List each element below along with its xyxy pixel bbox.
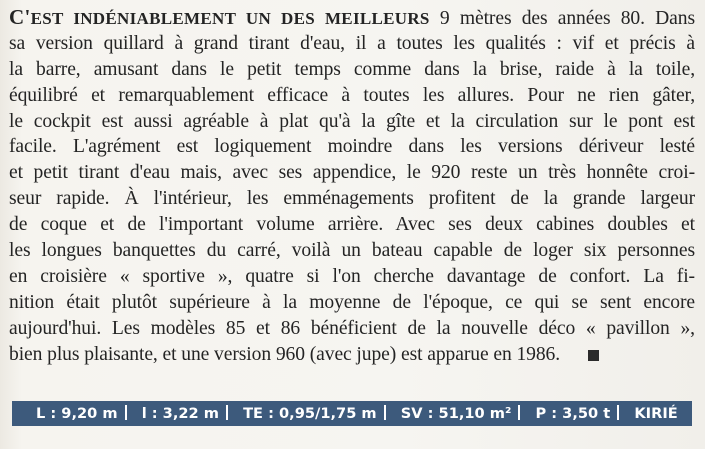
article-line-13: aujourd'hui. Les modèles 85 et 86 bénéficient de la nouvelle déco « pavillon », [9, 317, 695, 339]
article-line-14-text: bien plus plaisante, et une version 960 (avec jupe) est apparue en 1986. [9, 343, 561, 365]
spec-beam: l : 3,22 m [141, 405, 219, 422]
article-line-2: sa version quillard à grand tirant d'eau, il a toutes les qualités : vif et précis à [9, 32, 695, 54]
article-line-1-text: 9 mètres des années 80. Dans [429, 8, 695, 29]
article-body [9, 5, 695, 367]
article-line-5: le cockpit est aussi agréable à plat qu'à la gîte et la circulation sur le pont est [9, 110, 695, 132]
article-line-7: et petit tirant d'eau mais, avec ses appendice, le 920 reste un très honnête croi- [9, 162, 695, 184]
lead-in-capital: C' [9, 5, 31, 29]
article-line-4: équilibré et remarquablement efficace à toutes les allures. Pour ne rien gâter, [9, 84, 695, 106]
spec-sail-area: SV : 51,10 m² [400, 405, 512, 422]
article-line-1 [9, 5, 695, 31]
spec-draft: TE : 0,95/1,75 m [243, 405, 377, 422]
square-end-mark-icon [588, 350, 599, 361]
spec-builder: KIRIÉ [634, 405, 678, 422]
spec-separator [125, 405, 127, 420]
article-line-3: la barre, amusant dans le petit temps comme dans la brise, raide à la toile, [9, 58, 695, 80]
spec-separator [617, 405, 619, 420]
spec-separator [518, 405, 520, 420]
spec-length: L : 9,20 m [36, 405, 118, 422]
article-line-12: nition était plutôt supérieure à la moyenne de l'époque, ce qui se sent encore [9, 291, 695, 313]
article-line-14 [9, 342, 695, 368]
spec-bar [12, 401, 692, 426]
article-line-11: en croisière « sportive », quatre si l'on cherche davantage de confort. La fi- [9, 265, 695, 287]
spec-separator [384, 405, 386, 420]
lead-in-text: EST INDÉNIABLEMENT UN DES MEILLEURS [30, 9, 430, 28]
lead-in [9, 5, 430, 29]
article-line-10: les longues banquettes du carré, voilà un bateau capable de loger six personnes [9, 240, 695, 262]
article-line-6: facile. L'agrément est logiquement moindre dans les versions dériveur lesté [9, 136, 695, 158]
spec-weight: P : 3,50 t [535, 405, 611, 422]
spec-separator [226, 405, 228, 420]
article-line-8: seur rapide. À l'intérieur, les emménagements profitent de la grande largeur [9, 188, 695, 210]
article-line-9: de coque et de l'important volume arrière. Avec ses deux cabines doubles et [9, 214, 695, 236]
